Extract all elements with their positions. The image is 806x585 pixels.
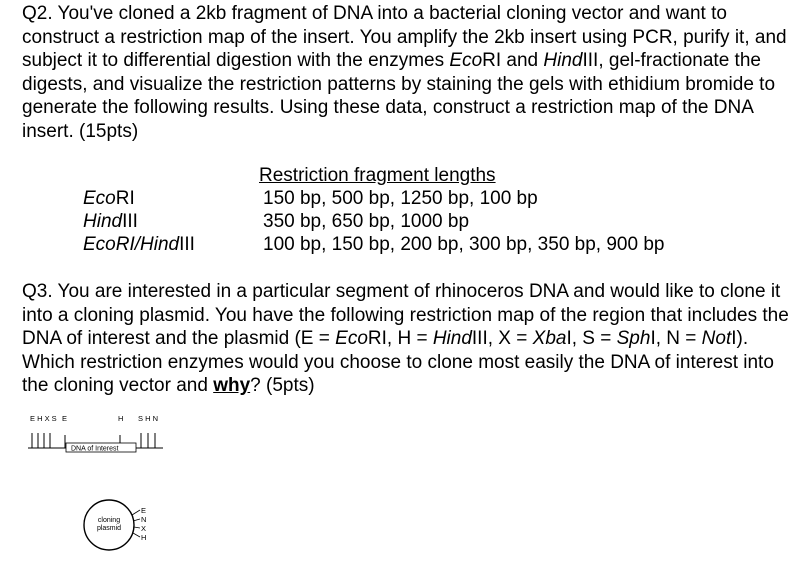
dna-of-interest-label: DNA of Interest bbox=[71, 445, 119, 453]
q3-text-part: I, S = bbox=[566, 328, 617, 350]
enzyme-label-hindiii bbox=[83, 210, 195, 233]
fragment-table bbox=[259, 164, 664, 256]
fragments-ecori: 150 bp, 500 bp, 1250 bp, 100 bp bbox=[263, 188, 538, 209]
map-label-right-sites: S H N bbox=[138, 414, 159, 423]
q3-text-part: ? (5pts) bbox=[250, 375, 315, 397]
map-label-left-sites: E H X S bbox=[30, 414, 57, 423]
plasmid-site-e: E bbox=[141, 506, 147, 515]
question-3-text bbox=[22, 280, 800, 398]
enzyme-rest: III bbox=[179, 234, 195, 255]
q3-italic: Eco bbox=[335, 328, 368, 350]
q2-text-part: Q2. You've cloned a 2kb fragment of DNA into a bacterial cloning vector and want to construct a restriction map of the insert. You amplify the 2kb insert using PCR, purify it, and subject it to differential digestion with the enzymes bbox=[22, 3, 787, 72]
plasmid-label-line2: plasmid bbox=[96, 525, 122, 532]
enzyme-rest: RI/ bbox=[115, 234, 141, 255]
enzyme-label-ecori bbox=[83, 187, 195, 210]
question-2-text bbox=[22, 2, 800, 144]
restriction-map-figure bbox=[18, 412, 218, 580]
q3-italic: Xba bbox=[532, 328, 567, 350]
fragments-hindiii: 350 bp, 650 bp, 1000 bp bbox=[263, 211, 470, 232]
fragments-double: 100 bp, 150 bp, 200 bp, 300 bp, 350 bp, 900 bp bbox=[263, 234, 665, 255]
plasmid-site-h: H bbox=[141, 533, 147, 542]
restriction-map-svg bbox=[18, 412, 218, 580]
q2-text-part: III, gel-fractionate the digests, and visualize the restriction patterns by staining the gels with ethidium bromide to generate the following results. Using these data, construct a restriction map of the DNA insert. (15pts) bbox=[22, 50, 776, 142]
enzyme-italic: Hind bbox=[140, 234, 180, 255]
enzyme-label-double bbox=[83, 233, 195, 256]
q3-text-part: III, X = bbox=[471, 328, 533, 350]
map-label-h: H bbox=[118, 414, 124, 423]
plasmid-site-n: N bbox=[141, 515, 147, 524]
enzyme-column bbox=[83, 187, 195, 256]
q3-italic: Sph bbox=[616, 328, 651, 350]
q3-text-part: I). Which restriction enzymes would you choose to clone most easily the DNA of interest into the cloning vector and bbox=[22, 328, 774, 397]
plasmid-site-x: X bbox=[141, 524, 147, 533]
map-label-e: E bbox=[62, 414, 68, 423]
enzyme-italic: Hind bbox=[83, 211, 123, 232]
plasmid-site-tick bbox=[133, 533, 140, 537]
plasmid-site-tick bbox=[132, 510, 140, 515]
q3-italic: Not bbox=[701, 328, 732, 350]
q3-text-part: I, N = bbox=[650, 328, 702, 350]
q3-why-emphasis: why bbox=[213, 375, 251, 397]
plasmid-label-line1: cloning bbox=[97, 517, 121, 524]
q3-text-part: Q3. You are interested in a particular segment of rhinoceros DNA and would like to clone it into a cloning plasmid. You have the following restriction map of the region that includes the DNA of interest and the plasmid (E = bbox=[22, 281, 789, 350]
plasmid-site-tick bbox=[134, 527, 140, 528]
enzyme-rest: III bbox=[122, 211, 138, 232]
q3-text-part: RI, H = bbox=[367, 328, 433, 350]
enzyme-italic: Eco bbox=[83, 188, 116, 209]
enzyme-rest: RI bbox=[115, 188, 135, 209]
q2-text-part: RI and bbox=[482, 50, 544, 72]
q2-ecori-italic: Eco bbox=[449, 50, 483, 72]
fragment-table-header: Restriction fragment lengths bbox=[259, 165, 496, 186]
q3-italic: Hind bbox=[432, 328, 472, 350]
enzyme-italic: Eco bbox=[83, 234, 116, 255]
q2-hindiii-italic: Hind bbox=[543, 50, 583, 72]
